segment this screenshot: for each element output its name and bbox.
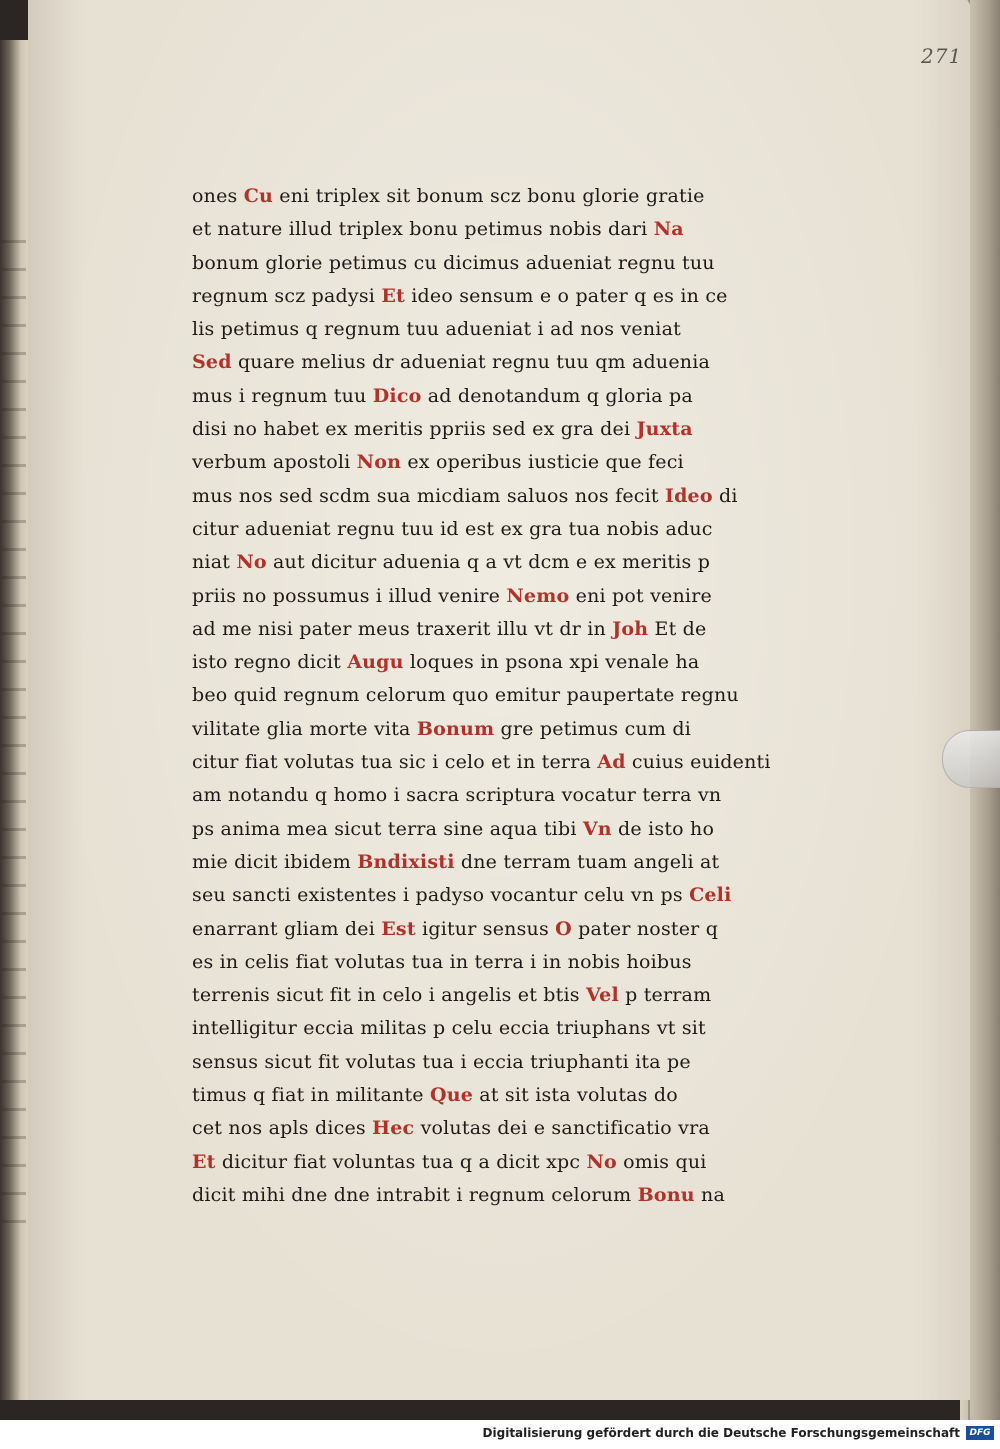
text-segment: ex operibus iusticie que feci <box>401 451 684 474</box>
text-segment: beo quid regnum celorum quo emitur paupertate regnu <box>192 684 739 707</box>
rubricated-initial: Hec <box>372 1117 415 1140</box>
text-segment: dicitur fiat voluntas tua q a dicit xpc <box>215 1150 587 1173</box>
text-segment: at sit ista volutas do <box>473 1084 678 1107</box>
text-line <box>192 480 802 513</box>
text-segment: seu sancti existentes i padyso vocantur celu vn ps <box>192 884 690 907</box>
text-line <box>192 1179 802 1212</box>
text-segment: mus nos sed scdm sua micdiam saluos nos fecit <box>192 484 665 507</box>
text-segment: es in celis fiat volutas tua in terra i in nobis hoibus <box>192 950 692 973</box>
text-line <box>192 346 802 379</box>
text-segment: ad denotandum q gloria pa <box>421 384 693 407</box>
text-segment: eni triplex sit bonum scz bonu glorie gratie <box>273 185 705 207</box>
text-segment: ad me nisi pater meus traxerit illu vt dr in <box>192 617 613 640</box>
previous-page-text-fragment <box>2 240 26 1240</box>
manuscript-page <box>28 0 970 1400</box>
text-line <box>192 646 802 679</box>
rubricated-initial: O <box>555 917 572 940</box>
text-line <box>192 913 802 946</box>
text-segment: aut dicitur aduenia q a vt dcm e ex meritis p <box>266 551 711 574</box>
text-segment: na <box>694 1183 726 1206</box>
text-segment: ps anima mea sicut terra sine aqua tibi <box>192 817 583 840</box>
rubricated-initial: Bonu <box>637 1183 695 1206</box>
text-segment: eni pot venire <box>569 584 712 607</box>
rubricated-initial: No <box>236 551 267 574</box>
rubricated-initial: Joh <box>612 617 649 640</box>
text-line <box>192 380 802 413</box>
text-segment: quare melius dr adueniat regnu tuu qm aduenia <box>231 351 711 374</box>
text-line <box>192 580 802 613</box>
text-segment: vilitate glia morte vita <box>192 717 417 740</box>
text-line <box>192 1112 802 1145</box>
text-segment: enarrant gliam dei <box>192 917 382 940</box>
rubricated-initial: Et <box>381 284 405 307</box>
text-segment: priis no possumus i illud venire <box>192 584 507 607</box>
rubricated-initial: Bndixisti <box>357 850 455 873</box>
text-line <box>192 679 802 712</box>
text-segment: gre petimus cum di <box>494 717 691 740</box>
text-segment: p terram <box>618 984 712 1007</box>
text-line <box>192 1079 802 1112</box>
text-segment: mus i regnum tuu <box>192 384 373 407</box>
text-segment: niat <box>192 551 237 574</box>
rubricated-initial: Celi <box>689 884 732 907</box>
text-segment: terrenis sicut fit in celo i angelis et btis <box>192 984 586 1007</box>
text-segment: citur fiat volutas tua sic i celo et in terra <box>192 751 598 774</box>
text-segment: cet nos apls dices <box>192 1117 373 1140</box>
rubricated-initial: Vel <box>585 984 619 1007</box>
text-segment: lis petimus q regnum tuu adueniat i ad nos veniat <box>192 318 681 341</box>
text-line <box>192 746 802 779</box>
text-line <box>192 713 802 746</box>
text-segment: intelligitur eccia militas p celu eccia triuphans vt sit <box>192 1017 706 1040</box>
text-line <box>192 213 802 246</box>
text-line <box>192 1146 802 1179</box>
text-segment: sensus sicut fit volutas tua i eccia triuphanti ita pe <box>192 1050 691 1073</box>
rubricated-initial: Non <box>356 451 402 474</box>
text-segment: isto regno dicit <box>192 651 348 674</box>
text-line <box>192 546 802 579</box>
text-segment: verbum apostoli <box>192 451 357 474</box>
rubricated-initial: Que <box>430 1084 474 1107</box>
text-segment: pater noster q <box>571 917 719 940</box>
rubricated-initial: Augu <box>347 651 404 674</box>
text-segment: cuius euidenti <box>625 751 771 774</box>
text-segment: igitur sensus <box>415 917 556 940</box>
rubricated-initial: Est <box>381 917 416 940</box>
funding-credit: Digitalisierung gefördert durch die Deutsche Forschungsgemeinschaft <box>482 1426 960 1440</box>
rubricated-initial: Na <box>653 218 684 241</box>
text-segment: omis qui <box>616 1150 707 1173</box>
rubricated-initial: Juxta <box>636 418 693 441</box>
text-segment: citur adueniat regnu tuu id est ex gra tua nobis aduc <box>192 517 713 540</box>
text-line <box>192 280 802 313</box>
text-segment: loques in psona xpi venale ha <box>403 651 700 674</box>
text-segment: regnum scz padysi <box>192 284 382 307</box>
rubricated-initial: No <box>586 1150 617 1173</box>
text-segment: ones <box>192 185 244 207</box>
text-block <box>192 180 802 1212</box>
text-segment: timus q fiat in militante <box>192 1084 430 1107</box>
text-line <box>192 846 802 879</box>
page-clip <box>942 730 1000 788</box>
text-line <box>192 446 802 479</box>
text-segment: di <box>712 484 738 507</box>
text-segment: Et de <box>648 617 707 640</box>
text-segment: volutas dei e sanctificatio vra <box>414 1117 710 1140</box>
text-segment: ideo sensum e o pater q es in ce <box>405 284 728 307</box>
text-segment: am notandu q homo i sacra scriptura vocatur terra vn <box>192 784 722 807</box>
dfg-logo-icon: DFG <box>966 1426 994 1440</box>
text-segment: bonum glorie petimus cu dicimus adueniat regnu tuu <box>192 251 715 274</box>
text-line <box>192 413 802 446</box>
text-line <box>192 879 802 912</box>
rubricated-initial: Dico <box>372 384 422 407</box>
rubricated-initial: Ad <box>597 751 626 774</box>
text-line <box>192 1046 802 1079</box>
text-segment: disi no habet ex meritis ppriis sed ex gra dei <box>192 418 637 441</box>
text-line <box>192 946 802 979</box>
rubricated-initial: Et <box>192 1150 216 1173</box>
rubricated-initial: Ideo <box>664 484 713 507</box>
text-line <box>192 613 802 646</box>
footer-bar <box>0 1420 1000 1449</box>
rubricated-initial: Nemo <box>506 584 570 607</box>
text-segment: dicit mihi dne dne intrabit i regnum celorum <box>192 1183 638 1206</box>
previous-page-edge <box>0 40 30 1400</box>
text-segment: dne terram tuam angeli at <box>454 850 720 873</box>
text-line <box>192 813 802 846</box>
text-line <box>192 979 802 1012</box>
text-segment: mie dicit ibidem <box>192 850 358 873</box>
text-segment: de isto ho <box>611 817 715 840</box>
text-line <box>192 1012 802 1045</box>
folio-number: 271 <box>921 44 963 68</box>
rubricated-initial: Sed <box>192 351 232 374</box>
text-segment: et nature illud triplex bonu petimus nobis dari <box>192 218 654 241</box>
rubricated-initial: Cu <box>243 185 274 207</box>
text-line <box>192 513 802 546</box>
rubricated-initial: Vn <box>582 817 612 840</box>
text-line <box>192 313 802 346</box>
rubricated-initial: Bonum <box>416 717 495 740</box>
text-line <box>192 180 802 213</box>
text-line <box>192 779 802 812</box>
text-line <box>192 247 802 280</box>
